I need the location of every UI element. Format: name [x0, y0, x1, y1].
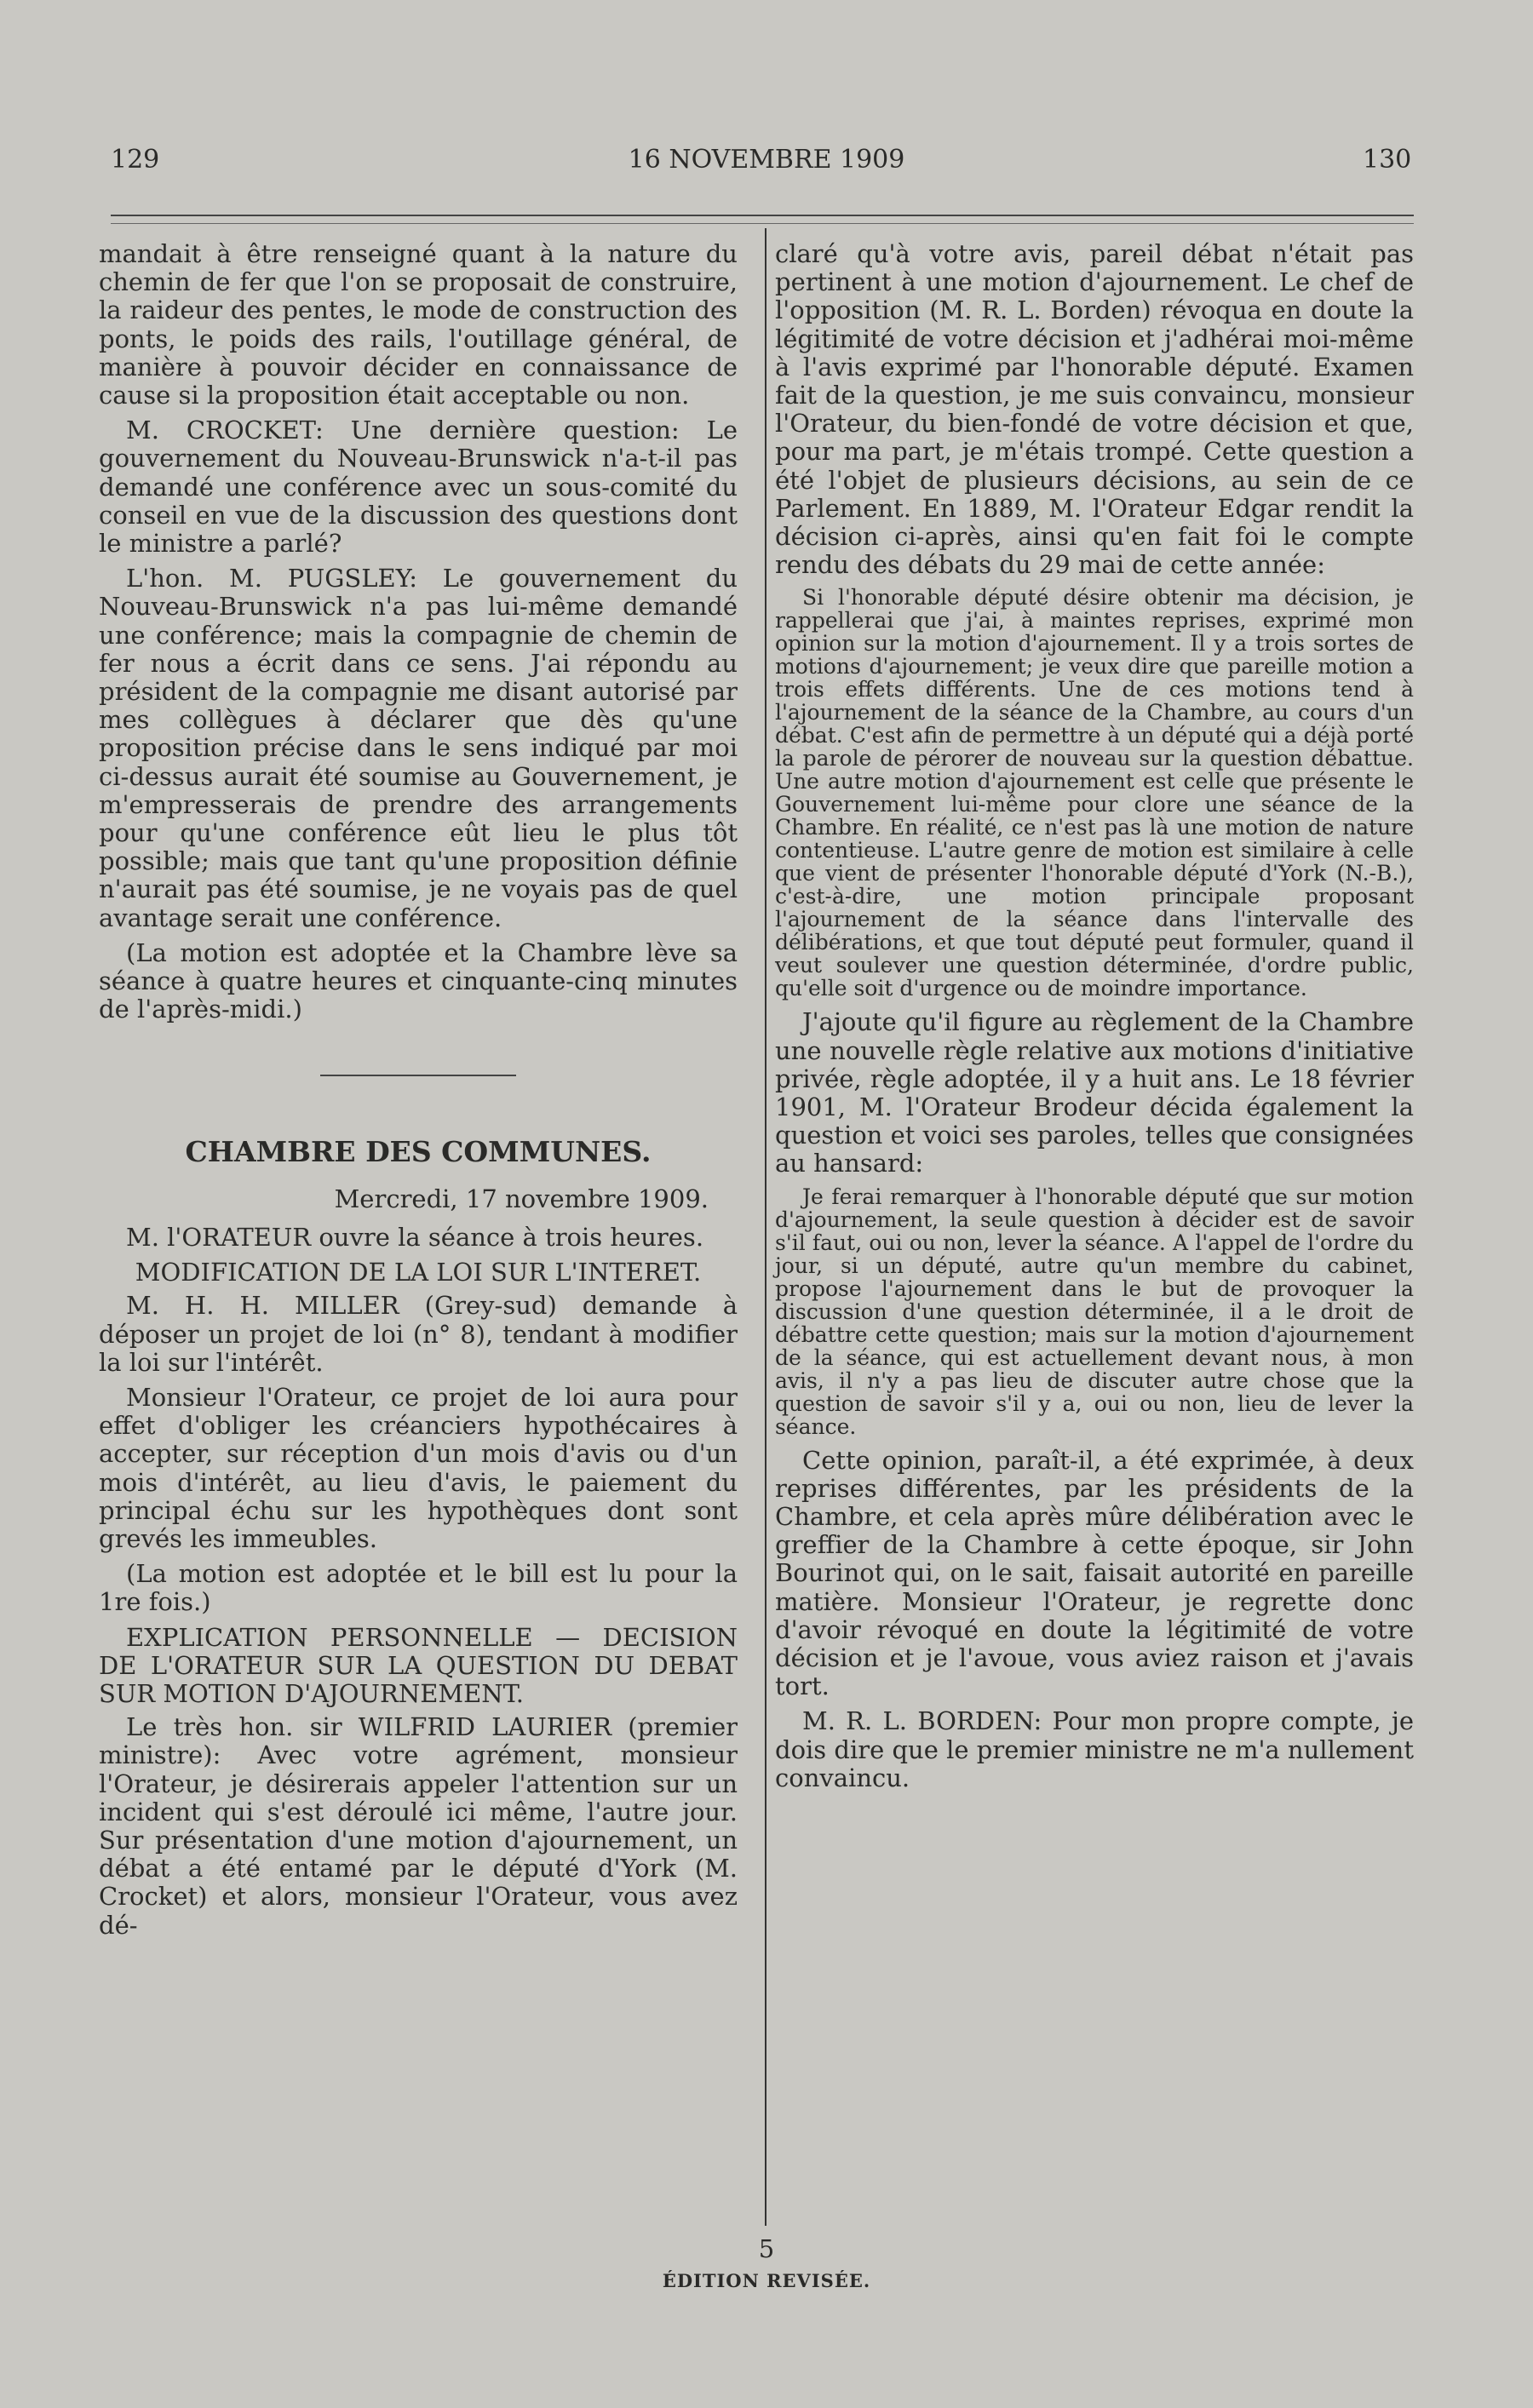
quoted-ruling: Je ferai remarquer à l'honorable député que sur motion d'ajournement, la seule question à décider est de savoir s'il faut, oui ou non, lever la séance. A l'appel de l'ordre du jour, si un député, autre qu'un membre du cabinet, propose l'ajournement dans le but de provoquer la discussion d'une question déterminée, il a le droit de débattre cette question; mais sur la motion d'ajournement de la séance, qui est actuellement devant nous, à mon avis, il n'y a pas lieu de discuter autre chose que la question de savoir s'il y a, oui ou non, lieu de lever la séance.	[775, 1184, 1414, 1439]
paragraph: claré qu'à votre avis, pareil débat n'était pas pertinent à une motion d'ajournement. Le chef de l'opposition (M. R. L. Borden) révoqua en doute la légitimité de votre décision et j'adhérai moi-même à l'avis exprimé par l'honorable député. Examen fait de la question, je me suis convaincu, monsieur l'Orateur, du bien-fondé de votre décision et que, pour ma part, je m'étais trompé. Cette question a été l'objet de plusieurs décisions, au sein de ce Parlement. En 1889, M. l'Orateur Edgar rendit la décision ci-après, ainsi qu'en fait foi le compte rendu des débats du 29 mai de cette année:	[775, 239, 1414, 580]
paragraph: (La motion est adoptée et la Chambre lève sa séance à quatre heures et cinquante-cinq minutes de l'après-midi.)	[99, 937, 738, 1024]
section-divider	[320, 1075, 516, 1076]
paragraph: mandait à être renseigné quant à la nature du chemin de fer que l'on se proposait de construire, la raideur des pentes, le mode de construction des ponts, le poids des rails, l'outillage général, de manière à pouvoir décider en connaissance de cause si la proposition était acceptable ou non.	[99, 239, 738, 410]
paragraph: J'ajoute qu'il figure au règlement de la Chambre une nouvelle règle relative aux motions d'initiative privée, règle adoptée, il y a huit ans. Le 18 février 1901, M. l'Orateur Brodeur décida également la question et voici ses paroles, telles que consignées au hansard:	[775, 1007, 1414, 1178]
paragraph: M. l'ORATEUR ouvre la séance à trois heures.	[126, 1222, 704, 1252]
paragraph: Cette opinion, paraît-il, a été exprimée, à deux reprises différentes, par les présidents de la Chambre, et cela après mûre délibération avec le greffier de la Chambre à cette époque, sir John Bourinot qui, on le sait, faisait autorité en pareille matière. Monsieur l'Orateur, je regrette donc d'avoir révoqué en doute la légitimité de votre décision et je l'avoue, vous aviez raison et j'avais tort.	[775, 1445, 1414, 1701]
section-heading: MODIFICATION DE LA LOI SUR L'INTERET.	[135, 1258, 702, 1287]
paragraph: L'hon. M. PUGSLEY: Le gouvernement du Nouveau-Brunswick n'a pas lui-même demandé une conférence; mais la compagnie de chemin de fer nous a écrit dans ce sens. J'ai répondu au président de la compagnie me disant autorisé par mes collègues à déclarer que dès qu'une proposition précise dans le sens indiqué par moi ci-dessus aurait été soumise au Gouvernement, je m'empresserais de prendre des arrangements pour qu'une conférence eût lieu le plus tôt possible; mais que tant qu'une proposition définie n'aurait pas été soumise, je ne voyais pas de quel avantage serait une conférence.	[99, 564, 738, 932]
quoted-ruling: Si l'honorable député désire obtenir ma décision, je rappellerai que j'ai, à maintes reprises, exprimé mon opinion sur la motion d'ajournement. Il y a trois sortes de motions d'ajournement; je veux dire que pareille motion a trois effets différents. Une de ces motions tend à l'ajournement de la séance de la Chambre, au cours d'un débat. C'est afin de permettre à un député qui a déjà porté la parole de pérorer de nouveau sur la question débattue. Une autre motion d'ajournement est celle que présente le Gouvernement lui-même pour clore une séance de la Chambre. En réalité, ce n'est pas là une motion de nature contentieuse. L'autre genre de motion est similaire à celle que vient de présenter l'honorable député d'York (N.-B.), c'est-à-dire, une motion principale proposant l'ajournement de la séance dans l'intervalle des délibérations, et que tout député peut formuler, quand il veut soulever une question déterminée, d'ordre public, qu'elle soit d'urgence ou de moindre importance.	[775, 585, 1414, 1001]
paragraph: Le très hon. sir WILFRID LAURIER (premier ministre): Avec votre agrément, monsieur l'Orateur, je désirerais appeler l'attention sur un incident qui s'est déroulé ici même, l'autre jour. Sur présentation d'une motion d'ajournement, un débat a été entamé par le député d'York (M. Crocket) et alors, monsieur l'Orateur, vous avez dé-	[99, 1712, 738, 1940]
paragraph: M. R. L. BORDEN: Pour mon propre compte, je dois dire que le premier ministre ne m'a nullement convaincu.	[775, 1706, 1414, 1792]
header-rule-thin	[111, 223, 1414, 224]
paragraph: Monsieur l'Orateur, ce projet de loi aura pour effet d'obliger les créanciers hypothécaires à accepter, sur réception d'un mois d'avis ou d'un mois d'intérêt, au lieu d'avis, le paiement du principal échu sur les hypothèques dont sont grevés les immeubles.	[99, 1382, 738, 1553]
right-page-number: 130	[1363, 145, 1412, 175]
paragraph: M. H. H. MILLER (Grey-sud) demande à déposer un projet de loi (n° 8), tendant à modifier la loi sur l'intérêt.	[99, 1291, 738, 1377]
right-column	[775, 240, 1414, 1799]
column-divider	[765, 228, 766, 2226]
chamber-title: CHAMBRE DES COMMUNES.	[185, 1135, 652, 1169]
section-heading: EXPLICATION PERSONNELLE — DECISION DE L'ORATEUR SUR LA QUESTION DU DEBAT SUR MOTION D'AJOURNEMENT.	[99, 1622, 738, 1708]
paragraph: (La motion est adoptée et le bill est lu pour la 1re fois.)	[99, 1559, 738, 1617]
sitting-date: Mercredi, 17 novembre 1909.	[334, 1184, 709, 1213]
header-rule	[111, 215, 1414, 216]
paragraph: M. CROCKET: Une dernière question: Le gouvernement du Nouveau-Brunswick n'a-t-il pas demandé une conférence avec un sous-comité du conseil en vue de la discussion des questions dont le ministre a parlé?	[99, 416, 738, 559]
left-page-number: 129	[111, 145, 160, 175]
edition-label: ÉDITION REVISÉE.	[662, 2270, 871, 2291]
left-column	[99, 240, 738, 1946]
header-date: 16 NOVEMBRE 1909	[628, 145, 905, 175]
footer-page-number: 5	[758, 2234, 775, 2263]
